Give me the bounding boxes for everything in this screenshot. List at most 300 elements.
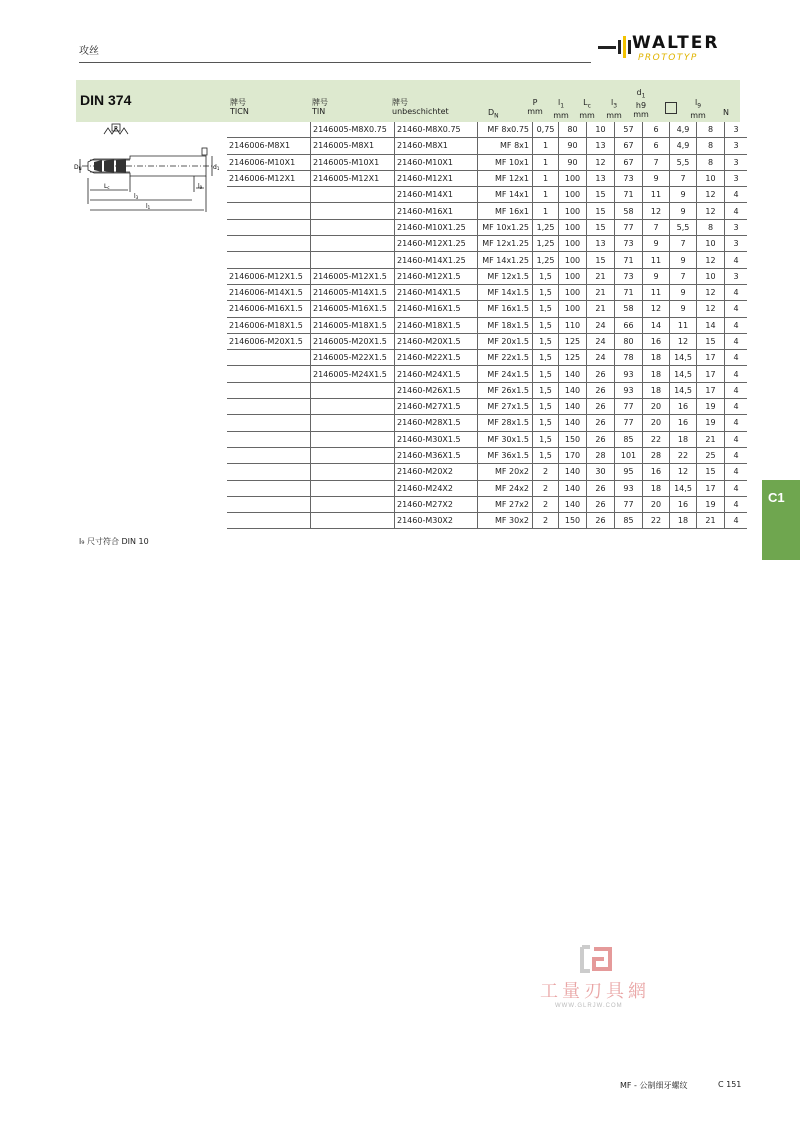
cell-l3: 85 <box>615 513 643 529</box>
cell-l3: 73 <box>615 268 643 284</box>
drawing-label-dn: DN <box>74 164 82 171</box>
header-l9: $l_9$ mm <box>690 98 706 120</box>
cell-l9: 10 <box>697 170 725 186</box>
cell-p: 1 <box>533 170 559 186</box>
cell-d1: 9 <box>643 268 670 284</box>
cell-square: 14,5 <box>670 366 697 382</box>
cell-unbeschichtet: 21460-M24X2 <box>395 480 478 496</box>
cell-tin: 2146005-M12X1 <box>311 170 395 186</box>
cell-dn: MF 8x1 <box>478 138 533 154</box>
cell-tin: 2146005-M16X1.5 <box>311 301 395 317</box>
cell-d1: 28 <box>643 447 670 463</box>
cell-d1: 11 <box>643 284 670 300</box>
footer-page: C 151 <box>718 1080 742 1089</box>
cell-l3: 93 <box>615 366 643 382</box>
cell-tin: 2146005-M8X1 <box>311 138 395 154</box>
cell-p: 2 <box>533 480 559 496</box>
table-row <box>227 431 747 447</box>
header-unbeschichtet: 牌号 unbeschichtet <box>392 98 449 116</box>
cell-tin <box>311 399 395 415</box>
cell-l9: 8 <box>697 219 725 235</box>
cell-l1: 140 <box>559 496 587 512</box>
cell-l9: 14 <box>697 317 725 333</box>
cell-d1: 11 <box>643 187 670 203</box>
cell-d1: 7 <box>643 154 670 170</box>
cell-dn: MF 10x1.25 <box>478 219 533 235</box>
cell-ticn <box>227 252 311 268</box>
cell-dn: MF 26x1.5 <box>478 382 533 398</box>
cell-dn: MF 30x2 <box>478 513 533 529</box>
cell-lc: 26 <box>587 415 615 431</box>
header-dn: $D_N$ <box>488 108 499 120</box>
cell-l9: 17 <box>697 366 725 382</box>
cell-tin <box>311 496 395 512</box>
cell-ticn <box>227 415 311 431</box>
cell-d1: 14 <box>643 317 670 333</box>
cell-lc: 21 <box>587 268 615 284</box>
cell-l3: 85 <box>615 431 643 447</box>
cell-l1: 170 <box>559 447 587 463</box>
table-row <box>227 236 747 252</box>
cell-ticn <box>227 464 311 480</box>
cell-p: 2 <box>533 513 559 529</box>
cell-n: 4 <box>725 366 748 382</box>
cell-square: 9 <box>670 301 697 317</box>
cell-unbeschichtet: 21460-M12X1.25 <box>395 236 478 252</box>
drawing-label-l1: l1 <box>146 203 151 210</box>
cell-l1: 80 <box>559 122 587 138</box>
cell-l1: 140 <box>559 464 587 480</box>
cell-l3: 77 <box>615 496 643 512</box>
table-row <box>227 399 747 415</box>
cell-dn: MF 14x1.25 <box>478 252 533 268</box>
cell-n: 4 <box>725 252 748 268</box>
cell-dn: MF 20x2 <box>478 464 533 480</box>
cell-tin: 2146005-M12X1.5 <box>311 268 395 284</box>
cell-d1: 7 <box>643 219 670 235</box>
table-row <box>227 317 747 333</box>
cell-n: 4 <box>725 513 748 529</box>
watermark <box>535 945 675 1015</box>
cell-l9: 12 <box>697 187 725 203</box>
cell-ticn <box>227 513 311 529</box>
cell-d1: 18 <box>643 350 670 366</box>
cell-lc: 21 <box>587 284 615 300</box>
footnote: l₉ 尺寸符合 DIN 10 <box>79 537 149 546</box>
header-l3: $l_3$ mm <box>606 98 622 120</box>
cell-d1: 22 <box>643 513 670 529</box>
cell-dn: MF 18x1.5 <box>478 317 533 333</box>
cell-ticn <box>227 122 311 138</box>
cell-n: 4 <box>725 399 748 415</box>
cell-dn: MF 8x0.75 <box>478 122 533 138</box>
cell-n: 4 <box>725 317 748 333</box>
cell-l3: 73 <box>615 236 643 252</box>
cell-l1: 140 <box>559 382 587 398</box>
cell-l3: 93 <box>615 480 643 496</box>
cell-l3: 66 <box>615 317 643 333</box>
cell-unbeschichtet: 21460-M20X2 <box>395 464 478 480</box>
cell-ticn <box>227 203 311 219</box>
table-row <box>227 480 747 496</box>
cell-dn: MF 20x1.5 <box>478 333 533 349</box>
watermark-text: 工量刃具網 <box>540 981 650 1002</box>
cell-l3: 58 <box>615 301 643 317</box>
cell-n: 4 <box>725 431 748 447</box>
cell-l1: 140 <box>559 399 587 415</box>
cell-p: 1,25 <box>533 236 559 252</box>
logo-sub: PROTOTYP <box>638 53 698 63</box>
cell-square: 16 <box>670 496 697 512</box>
cell-ticn: 2146006-M8X1 <box>227 138 311 154</box>
cell-l1: 100 <box>559 203 587 219</box>
cell-lc: 30 <box>587 464 615 480</box>
table-row <box>227 513 747 529</box>
cell-l9: 21 <box>697 513 725 529</box>
cell-dn: MF 22x1.5 <box>478 350 533 366</box>
cell-unbeschichtet: 21460-M16X1 <box>395 203 478 219</box>
cell-unbeschichtet: 21460-M36X1.5 <box>395 447 478 463</box>
cell-l9: 25 <box>697 447 725 463</box>
cell-dn: MF 36x1.5 <box>478 447 533 463</box>
cell-lc: 13 <box>587 138 615 154</box>
cell-unbeschichtet: 21460-M16X1.5 <box>395 301 478 317</box>
cell-tin <box>311 415 395 431</box>
cell-unbeschichtet: 21460-M26X1.5 <box>395 382 478 398</box>
cell-tin <box>311 447 395 463</box>
cell-p: 1 <box>533 187 559 203</box>
cell-dn: MF 28x1.5 <box>478 415 533 431</box>
cell-d1: 11 <box>643 252 670 268</box>
cell-lc: 26 <box>587 496 615 512</box>
cell-l9: 17 <box>697 350 725 366</box>
cell-p: 1 <box>533 138 559 154</box>
cell-tin: 2146005-M8X0.75 <box>311 122 395 138</box>
cell-l9: 12 <box>697 284 725 300</box>
cell-d1: 9 <box>643 236 670 252</box>
cell-n: 4 <box>725 415 748 431</box>
section-title: DIN 374 <box>80 92 132 108</box>
cell-ticn: 2146006-M10X1 <box>227 154 311 170</box>
watermark-url: WWW.GLRJW.COM <box>555 1003 623 1009</box>
drawing-label-d1: d1 <box>213 164 220 171</box>
cell-n: 3 <box>725 219 748 235</box>
cell-dn: MF 12x1.5 <box>478 268 533 284</box>
cell-tin <box>311 382 395 398</box>
table-row <box>227 382 747 398</box>
cell-lc: 12 <box>587 154 615 170</box>
cell-d1: 12 <box>643 301 670 317</box>
table-row <box>227 122 747 138</box>
cell-l1: 100 <box>559 219 587 235</box>
cell-n: 4 <box>725 480 748 496</box>
cell-l3: 57 <box>615 122 643 138</box>
cell-n: 3 <box>725 122 748 138</box>
header-tin: 牌号 TIN <box>312 98 328 116</box>
cell-l9: 17 <box>697 382 725 398</box>
cell-d1: 16 <box>643 464 670 480</box>
cell-l1: 140 <box>559 366 587 382</box>
cell-l3: 95 <box>615 464 643 480</box>
cell-ticn: 2146006-M12X1 <box>227 170 311 186</box>
tap-table <box>227 122 747 529</box>
cell-square: 18 <box>670 431 697 447</box>
cell-unbeschichtet: 21460-M27X1.5 <box>395 399 478 415</box>
cell-square: 9 <box>670 203 697 219</box>
cell-square: 11 <box>670 317 697 333</box>
cell-ticn <box>227 431 311 447</box>
cell-lc: 24 <box>587 333 615 349</box>
cell-l3: 58 <box>615 203 643 219</box>
cell-square: 18 <box>670 513 697 529</box>
table-row <box>227 154 747 170</box>
cell-l9: 15 <box>697 464 725 480</box>
walter-logo <box>598 28 743 68</box>
cell-n: 3 <box>725 268 748 284</box>
cell-ticn: 2146006-M20X1.5 <box>227 333 311 349</box>
cell-p: 1,5 <box>533 415 559 431</box>
cell-square: 16 <box>670 415 697 431</box>
table-row <box>227 284 747 300</box>
cell-l1: 100 <box>559 170 587 186</box>
cell-l1: 100 <box>559 252 587 268</box>
tap-drawing <box>74 122 224 217</box>
cell-l9: 19 <box>697 415 725 431</box>
cell-l3: 67 <box>615 154 643 170</box>
cell-lc: 26 <box>587 399 615 415</box>
cell-dn: MF 24x1.5 <box>478 366 533 382</box>
cell-d1: 6 <box>643 122 670 138</box>
cell-n: 4 <box>725 350 748 366</box>
cell-p: 1,25 <box>533 219 559 235</box>
table-row <box>227 496 747 512</box>
cell-square: 9 <box>670 284 697 300</box>
cell-d1: 6 <box>643 138 670 154</box>
cell-tin <box>311 219 395 235</box>
cell-lc: 24 <box>587 350 615 366</box>
cell-n: 4 <box>725 284 748 300</box>
cell-unbeschichtet: 21460-M12X1 <box>395 170 478 186</box>
cell-unbeschichtet: 21460-M14X1 <box>395 187 478 203</box>
watermark-logo-icon <box>580 945 614 973</box>
cell-ticn: 2146006-M18X1.5 <box>227 317 311 333</box>
table-row <box>227 366 747 382</box>
cell-square: 7 <box>670 268 697 284</box>
header-lc: $L_c$ mm <box>579 98 595 120</box>
cell-d1: 18 <box>643 480 670 496</box>
cell-p: 1,5 <box>533 366 559 382</box>
cell-unbeschichtet: 21460-M18X1.5 <box>395 317 478 333</box>
cell-square: 5,5 <box>670 154 697 170</box>
cell-n: 3 <box>725 236 748 252</box>
cell-p: 0,75 <box>533 122 559 138</box>
cell-square: 14,5 <box>670 480 697 496</box>
cell-l1: 100 <box>559 187 587 203</box>
drawing-label-l9: l9 <box>198 183 203 190</box>
cell-unbeschichtet: 21460-M30X2 <box>395 513 478 529</box>
drawing-label-lc: Lc <box>104 183 110 190</box>
cell-unbeschichtet: 21460-M22X1.5 <box>395 350 478 366</box>
table-row <box>227 350 747 366</box>
cell-lc: 26 <box>587 366 615 382</box>
cell-lc: 24 <box>587 317 615 333</box>
cell-l1: 100 <box>559 301 587 317</box>
cell-p: 1,5 <box>533 284 559 300</box>
cell-ticn <box>227 496 311 512</box>
cell-l1: 90 <box>559 154 587 170</box>
cell-l9: 15 <box>697 333 725 349</box>
cell-l1: 100 <box>559 236 587 252</box>
cell-ticn <box>227 382 311 398</box>
cell-unbeschichtet: 21460-M24X1.5 <box>395 366 478 382</box>
cell-lc: 10 <box>587 122 615 138</box>
cell-unbeschichtet: 21460-M8X0.75 <box>395 122 478 138</box>
cell-l1: 150 <box>559 431 587 447</box>
cell-tin <box>311 187 395 203</box>
cell-ticn <box>227 219 311 235</box>
header-ticn: 牌号 TICN <box>230 98 249 116</box>
cell-d1: 12 <box>643 203 670 219</box>
cell-l3: 93 <box>615 382 643 398</box>
table-row <box>227 415 747 431</box>
cell-ticn: 2146006-M16X1.5 <box>227 301 311 317</box>
cell-lc: 15 <box>587 219 615 235</box>
cell-square: 14,5 <box>670 350 697 366</box>
cell-l3: 80 <box>615 333 643 349</box>
cell-p: 2 <box>533 464 559 480</box>
cell-tin <box>311 431 395 447</box>
cell-l1: 140 <box>559 480 587 496</box>
cell-n: 4 <box>725 382 748 398</box>
cell-unbeschichtet: 21460-M10X1 <box>395 154 478 170</box>
cell-tin <box>311 464 395 480</box>
square-shank-icon <box>665 102 677 114</box>
cell-square: 9 <box>670 252 697 268</box>
cell-l3: 73 <box>615 170 643 186</box>
footer-section: MF - 公制细牙螺纹 <box>620 1081 688 1090</box>
cell-p: 1,5 <box>533 301 559 317</box>
cell-tin: 2146005-M10X1 <box>311 154 395 170</box>
cell-l3: 71 <box>615 187 643 203</box>
table-row <box>227 301 747 317</box>
cell-l1: 140 <box>559 415 587 431</box>
cell-square: 4,9 <box>670 138 697 154</box>
cell-unbeschichtet: 21460-M20X1.5 <box>395 333 478 349</box>
header-n: N <box>723 108 729 117</box>
cell-l9: 8 <box>697 138 725 154</box>
drawing-label-p: P <box>114 125 118 133</box>
table-row <box>227 187 747 203</box>
cell-square: 16 <box>670 399 697 415</box>
cell-tin <box>311 203 395 219</box>
cell-unbeschichtet: 21460-M30X1.5 <box>395 431 478 447</box>
cell-l1: 110 <box>559 317 587 333</box>
cell-n: 3 <box>725 170 748 186</box>
cell-dn: MF 14x1 <box>478 187 533 203</box>
cell-dn: MF 12x1.25 <box>478 236 533 252</box>
cell-l3: 78 <box>615 350 643 366</box>
cell-dn: MF 14x1.5 <box>478 284 533 300</box>
cell-l3: 71 <box>615 284 643 300</box>
cell-p: 1,5 <box>533 382 559 398</box>
cell-p: 1,5 <box>533 317 559 333</box>
cell-d1: 18 <box>643 366 670 382</box>
cell-dn: MF 16x1.5 <box>478 301 533 317</box>
cell-d1: 20 <box>643 399 670 415</box>
cell-dn: MF 12x1 <box>478 170 533 186</box>
cell-lc: 21 <box>587 301 615 317</box>
cell-l3: 77 <box>615 415 643 431</box>
cell-dn: MF 16x1 <box>478 203 533 219</box>
cell-l3: 71 <box>615 252 643 268</box>
cell-p: 1,5 <box>533 268 559 284</box>
table-row <box>227 252 747 268</box>
table-row <box>227 219 747 235</box>
cell-d1: 22 <box>643 431 670 447</box>
table-row <box>227 464 747 480</box>
cell-n: 4 <box>725 301 748 317</box>
section-tab[interactable]: C1 <box>762 480 800 560</box>
cell-l9: 12 <box>697 252 725 268</box>
cell-ticn <box>227 366 311 382</box>
cell-ticn <box>227 399 311 415</box>
cell-d1: 9 <box>643 170 670 186</box>
cell-ticn <box>227 447 311 463</box>
cell-l1: 125 <box>559 333 587 349</box>
cell-l9: 17 <box>697 480 725 496</box>
cell-lc: 15 <box>587 203 615 219</box>
cell-tin <box>311 236 395 252</box>
cell-d1: 20 <box>643 415 670 431</box>
cell-square: 12 <box>670 333 697 349</box>
cell-l1: 100 <box>559 268 587 284</box>
header-rule <box>79 62 591 63</box>
cell-unbeschichtet: 21460-M27X2 <box>395 496 478 512</box>
cell-ticn <box>227 236 311 252</box>
cell-tin <box>311 252 395 268</box>
cell-tin: 2146005-M24X1.5 <box>311 366 395 382</box>
cell-n: 4 <box>725 203 748 219</box>
cell-d1: 18 <box>643 382 670 398</box>
cell-n: 3 <box>725 154 748 170</box>
cell-n: 4 <box>725 464 748 480</box>
cell-ticn <box>227 187 311 203</box>
cell-square: 7 <box>670 170 697 186</box>
cell-p: 1 <box>533 154 559 170</box>
cell-lc: 13 <box>587 170 615 186</box>
header-l1: $l_1$ mm <box>553 98 569 120</box>
cell-l9: 19 <box>697 399 725 415</box>
cell-unbeschichtet: 21460-M14X1.5 <box>395 284 478 300</box>
cell-dn: MF 27x1.5 <box>478 399 533 415</box>
cell-n: 4 <box>725 333 748 349</box>
cell-lc: 26 <box>587 382 615 398</box>
cell-lc: 13 <box>587 236 615 252</box>
cell-d1: 16 <box>643 333 670 349</box>
cell-lc: 15 <box>587 252 615 268</box>
cell-unbeschichtet: 21460-M8X1 <box>395 138 478 154</box>
cell-ticn <box>227 480 311 496</box>
cell-square: 5,5 <box>670 219 697 235</box>
cell-dn: MF 10x1 <box>478 154 533 170</box>
cell-n: 3 <box>725 138 748 154</box>
cell-unbeschichtet: 21460-M10X1.25 <box>395 219 478 235</box>
page-title: 攻丝 <box>79 46 99 57</box>
cell-l1: 125 <box>559 350 587 366</box>
cell-n: 4 <box>725 447 748 463</box>
table-row <box>227 138 747 154</box>
cell-unbeschichtet: 21460-M12X1.5 <box>395 268 478 284</box>
